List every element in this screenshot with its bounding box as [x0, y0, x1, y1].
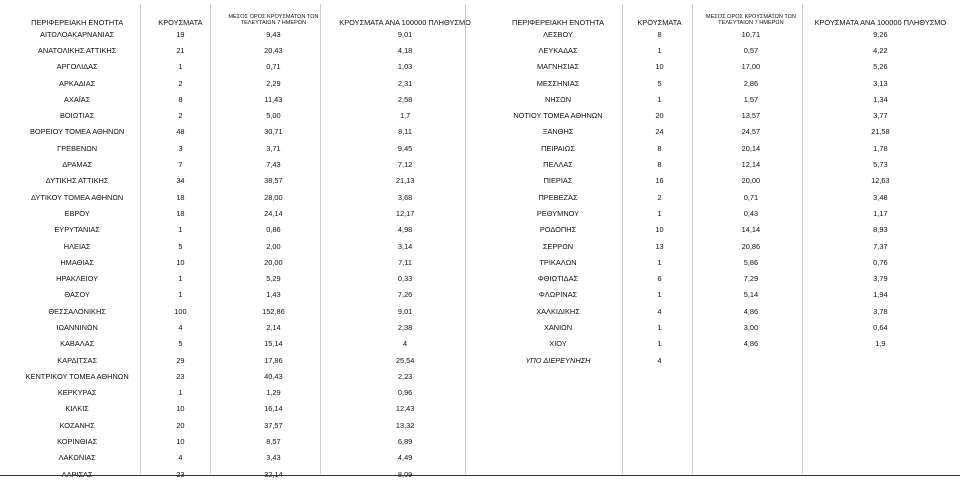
region-cell: ΠΕΛΛΑΣ: [543, 160, 573, 170]
avg7-cell: 2,29: [266, 78, 281, 88]
avg7-cell: 0,43: [743, 208, 759, 218]
avg7-cell: 38,57: [264, 176, 283, 186]
per100k-cell: 5,26: [873, 62, 888, 72]
cases-cell: 18: [176, 192, 185, 202]
header-avg7: ΜΕΣΟΣ ΟΡΟΣ ΚΡΟΥΣΜΑΤΩΝ ΤΩΝ ΤΕΛΕΥΤΑΙΩΝ 7 ΗΜΕΡΩΝ: [228, 14, 319, 26]
table-row: [492, 336, 954, 352]
per100k-cell: 7,12: [397, 160, 413, 170]
region-cell: ΗΜΑΘΙΑΣ: [60, 257, 94, 267]
cases-cell: 10: [176, 437, 185, 447]
per100k-cell: 8,11: [398, 127, 413, 137]
per100k-cell: 2,58: [397, 94, 413, 104]
region-cell: ΛΑΚΩΝΙΑΣ: [58, 453, 96, 463]
cases-cell: 4: [657, 355, 662, 365]
cases-cell: 5: [657, 78, 662, 88]
cases-cell: 10: [655, 225, 664, 235]
region-cell: ΚΕΝΤΡΙΚΟΥ ΤΟΜΕΑ ΑΘΗΝΩΝ: [25, 371, 129, 381]
table-row: [10, 336, 480, 352]
region-cell: ΚΟΖΑΝΗΣ: [59, 420, 95, 430]
region-cell: ΜΑΓΝΗΣΙΑΣ: [537, 62, 579, 72]
region-cell: ΚΑΒΑΛΑΣ: [60, 339, 95, 349]
avg7-cell: 20,14: [741, 143, 761, 153]
cases-cell: 1: [657, 339, 662, 349]
per100k-cell: 12,43: [395, 404, 415, 414]
per100k-cell: 4: [403, 339, 408, 349]
per100k-cell: 3,13: [873, 78, 888, 88]
region-cell: ΠΕΙΡΑΙΩΣ: [541, 143, 575, 153]
region-cell: ΛΑΡΙΣΑΣ: [61, 469, 93, 479]
avg7-cell: 40,43: [264, 371, 283, 381]
per100k-cell: 3,14: [397, 241, 413, 251]
cases-cell: 2: [178, 111, 183, 121]
table-row: [10, 107, 480, 123]
per100k-cell: 1,9: [875, 339, 886, 349]
avg7-cell: 20,86: [741, 241, 761, 251]
page-bottom-rule: [0, 475, 960, 476]
per100k-cell: 25,54: [395, 355, 415, 365]
per100k-cell: 9,01: [397, 306, 413, 316]
cases-cell: 5: [178, 339, 183, 349]
table-row: [10, 189, 480, 205]
cases-cell: 6: [657, 274, 662, 284]
avg7-cell: 17,86: [264, 355, 283, 365]
cases-cell: 23: [176, 371, 185, 381]
avg7-cell: 9,43: [266, 29, 281, 39]
avg7-cell: [695, 352, 807, 368]
table-row: [492, 140, 954, 156]
per100k-cell: 3,48: [873, 192, 888, 202]
region-cell: ΦΘΙΩΤΙΔΑΣ: [537, 274, 579, 284]
avg7-cell: 12,14: [741, 160, 761, 170]
table-row: [492, 26, 954, 42]
region-cell: ΛΕΣΒΟΥ: [543, 29, 573, 39]
avg7-cell: 4,86: [743, 339, 759, 349]
cases-cell: 1: [657, 290, 662, 300]
cases-cell: 5: [178, 241, 183, 251]
column-divider: [465, 4, 466, 474]
region-cell: ΧΙΟΥ: [549, 339, 567, 349]
region-cell: ΑΝΑΤΟΛΙΚΗΣ ΑΤΤΙΚΗΣ: [37, 45, 117, 55]
avg7-cell: 20,00: [741, 176, 761, 186]
cases-cell: 1: [178, 290, 183, 300]
table-row: [492, 222, 954, 238]
cases-cell: 21: [176, 45, 185, 55]
table-row: [10, 140, 480, 156]
region-cell: ΒΟΙΩΤΙΑΣ: [59, 111, 95, 121]
table-row: [10, 59, 480, 75]
table-row: [10, 173, 480, 189]
table-row: [10, 417, 480, 433]
per100k-cell: 6,89: [397, 437, 413, 447]
avg7-cell: 10,71: [741, 29, 761, 39]
header-avg7: ΜΕΣΟΣ ΟΡΟΣ ΚΡΟΥΣΜΑΤΩΝ ΤΩΝ ΤΕΛΕΥΤΑΙΩΝ 7 ΗΜΕΡΩΝ: [705, 14, 796, 26]
avg7-cell: 15,14: [264, 339, 283, 349]
per100k-cell: 7,37: [873, 241, 888, 251]
cases-cell: 1: [657, 322, 662, 332]
table-row: [10, 91, 480, 107]
per100k-cell: 1,7: [399, 111, 411, 121]
avg7-cell: 0,57: [743, 45, 759, 55]
table-row: [10, 26, 480, 42]
table-row: [10, 401, 480, 417]
per100k-cell: 4,22: [873, 45, 888, 55]
region-cell: ΦΛΩΡΙΝΑΣ: [538, 290, 578, 300]
per100k-cell: 3,79: [873, 274, 888, 284]
header-per100k: ΚΡΟΥΣΜΑΤΑ ΑΝΑ 100000 ΠΛΗΘΥΣΜΟ: [814, 18, 947, 27]
cases-cell: 10: [655, 62, 664, 72]
region-cell: ΒΟΡΕΙΟΥ ΤΟΜΕΑ ΑΘΗΝΩΝ: [30, 127, 125, 137]
avg7-cell: 1,57: [743, 94, 759, 104]
cases-cell: 4: [178, 453, 183, 463]
header-per100k: ΚΡΟΥΣΜΑΤΑ ΑΝΑ 100000 ΠΛΗΘΥΣΜΟ: [339, 18, 471, 27]
avg7-cell: 24,14: [264, 208, 283, 218]
region-cell: ΛΕΥΚΑΔΑΣ: [538, 45, 578, 55]
cases-cell: 1: [657, 257, 662, 267]
avg7-cell: 5,14: [743, 290, 759, 300]
table-row: [10, 42, 480, 58]
avg7-cell: 0,71: [743, 192, 759, 202]
avg7-cell: 16,14: [264, 404, 283, 414]
region-cell: ΚΟΡΙΝΘΙΑΣ: [57, 437, 98, 447]
cases-cell: 24: [655, 127, 664, 137]
table-row: [10, 385, 480, 401]
region-cell: ΡΟΔΟΠΗΣ: [539, 225, 577, 235]
cases-cell: 1: [657, 94, 662, 104]
table-body-left: [10, 26, 480, 482]
avg7-cell: 0,71: [266, 62, 281, 72]
avg7-cell: 0,86: [266, 225, 281, 235]
cases-cell: 1: [178, 388, 183, 398]
per100k-cell: 1,94: [873, 290, 888, 300]
avg7-cell: 7,43: [266, 160, 281, 170]
cases-cell: 1: [178, 225, 183, 235]
header-cases: ΚΡΟΥΣΜΑΤΑ: [637, 18, 682, 27]
per100k-cell: 1,17: [873, 208, 888, 218]
per100k-cell: 21,13: [395, 176, 415, 186]
region-cell: ΘΑΣΟΥ: [64, 290, 90, 300]
region-cell: ΑΡΚΑΔΙΑΣ: [59, 78, 96, 88]
avg7-cell: 32,14: [264, 469, 283, 479]
per100k-cell: 8,09: [397, 469, 413, 479]
column-divider: [210, 4, 211, 474]
avg7-cell: 17,00: [741, 62, 761, 72]
table-row: [492, 42, 954, 58]
per100k-cell: 4,18: [397, 45, 413, 55]
region-cell: ΚΑΡΔΙΤΣΑΣ: [57, 355, 98, 365]
region-cell: ΗΛΕΙΑΣ: [63, 241, 91, 251]
table-header-row: [492, 4, 954, 26]
region-cell: ΓΡΕΒΕΝΩΝ: [57, 143, 98, 153]
cases-cell: 8: [657, 160, 662, 170]
per100k-cell: 2,31: [397, 78, 413, 88]
table-row: [492, 124, 954, 140]
table-row: [492, 303, 954, 319]
table-row: [492, 287, 954, 303]
per100k-cell: 3,68: [397, 192, 413, 202]
avg7-cell: 152,86: [262, 306, 285, 316]
per100k-cell: 5,73: [873, 160, 888, 170]
region-cell: ΠΡΕΒΕΖΑΣ: [538, 192, 578, 202]
per100k-cell: 0,64: [873, 322, 888, 332]
cases-cell: 13: [655, 241, 664, 251]
per100k-cell: 1,78: [873, 143, 888, 153]
region-cell: ΑΡΓΟΛΙΔΑΣ: [56, 62, 98, 72]
column-divider: [692, 4, 693, 474]
per100k-cell: [807, 352, 954, 368]
per100k-cell: 12,63: [871, 176, 890, 186]
per100k-cell: 0,33: [397, 274, 413, 284]
avg7-cell: 5,86: [743, 257, 759, 267]
regions-table-left: [10, 4, 480, 482]
region-cell: ΕΥΡΥΤΑΝΙΑΣ: [54, 225, 100, 235]
avg7-cell: 5,29: [266, 274, 281, 284]
per100k-cell: 4,49: [397, 453, 413, 463]
regions-table-right: [492, 4, 954, 368]
table-row: [10, 205, 480, 221]
per100k-cell: 8,93: [873, 225, 888, 235]
table-row: [10, 466, 480, 482]
table-row: [492, 189, 954, 205]
region-cell: ΔΥΤΙΚΗΣ ΑΤΤΙΚΗΣ: [45, 176, 109, 186]
per100k-cell: 21,58: [871, 127, 890, 137]
per100k-cell: 12,17: [395, 208, 415, 218]
avg7-cell: 24,57: [741, 127, 761, 137]
table-row: [10, 75, 480, 91]
header-cases: ΚΡΟΥΣΜΑΤΑ: [158, 18, 203, 27]
cases-cell: 2: [657, 192, 662, 202]
region-cell: ΝΗΣΩΝ: [544, 94, 572, 104]
avg7-cell: 8,57: [266, 437, 281, 447]
avg7-cell: 3,71: [266, 143, 281, 153]
region-cell: ΙΩΑΝΝΙΝΩΝ: [56, 322, 98, 332]
avg7-cell: 11,43: [264, 94, 283, 104]
table-row: [492, 254, 954, 270]
cases-cell: 8: [657, 143, 662, 153]
cases-cell: 2: [178, 78, 183, 88]
cases-cell: 34: [176, 176, 185, 186]
avg7-cell: 1,29: [266, 388, 281, 398]
per100k-cell: 4,98: [397, 225, 413, 235]
table-row: [10, 254, 480, 270]
table-header-row: [10, 4, 480, 26]
table-row: [492, 270, 954, 286]
cases-cell: 1: [178, 274, 183, 284]
per100k-cell: 9,01: [397, 29, 413, 39]
region-cell: ΔΥΤΙΚΟΥ ΤΟΜΕΑ ΑΘΗΝΩΝ: [31, 192, 124, 202]
region-cell: ΞΑΝΘΗΣ: [542, 127, 574, 137]
region-cell: ΔΡΑΜΑΣ: [62, 160, 93, 170]
avg7-cell: 2,00: [266, 241, 281, 251]
table-row: [492, 59, 954, 75]
per100k-cell: 13,32: [395, 420, 415, 430]
region-cell: ΑΧΑΪΑΣ: [63, 94, 91, 104]
cases-cell: 18: [176, 208, 185, 218]
table-row: [10, 222, 480, 238]
per100k-cell: 3,77: [873, 111, 888, 121]
avg7-cell: 3,43: [266, 453, 281, 463]
per100k-cell: 0,76: [873, 257, 888, 267]
table-row: [492, 238, 954, 254]
avg7-cell: 14,14: [741, 225, 761, 235]
avg7-cell: 28,00: [264, 192, 283, 202]
avg7-cell: 2,14: [266, 322, 281, 332]
table-row: [10, 270, 480, 286]
region-cell: ΕΒΡΟΥ: [64, 208, 90, 218]
per100k-cell: 2,38: [397, 322, 413, 332]
column-divider: [802, 4, 803, 474]
region-cell: ΚΙΛΚΙΣ: [65, 404, 89, 414]
cases-cell: 20: [655, 111, 664, 121]
cases-cell: 100: [174, 306, 187, 316]
avg7-cell: 13,57: [741, 111, 761, 121]
per100k-cell: 1,34: [873, 94, 888, 104]
cases-cell: 4: [657, 306, 662, 316]
table-row: [492, 107, 954, 123]
region-cell: ΠΙΕΡΙΑΣ: [543, 176, 573, 186]
per100k-cell: 9,26: [873, 29, 888, 39]
table-row: [10, 450, 480, 466]
region-cell: ΧΑΛΚΙΔΙΚΗΣ: [536, 306, 580, 316]
header-region: ΠΕΡΙΦΕΡΕΙΑΚΗ ΕΝΟΤΗΤΑ: [512, 18, 604, 27]
per100k-cell: 7,11: [398, 257, 413, 267]
avg7-cell: 30,71: [264, 127, 283, 137]
avg7-cell: 2,86: [743, 78, 759, 88]
table-row: [10, 124, 480, 140]
region-cell: ΘΕΣΣΑΛΟΝΙΚΗΣ: [48, 306, 106, 316]
column-divider: [320, 4, 321, 474]
per100k-cell: 0,96: [397, 388, 413, 398]
region-cell: ΤΡΙΚΑΛΩΝ: [539, 257, 577, 267]
avg7-cell: 7,29: [743, 274, 759, 284]
table-row: [492, 173, 954, 189]
region-cell: ΡΕΘΥΜΝΟΥ: [536, 208, 580, 218]
per100k-cell: 9,45: [397, 143, 413, 153]
table-row: [492, 91, 954, 107]
avg7-cell: 20,00: [264, 257, 283, 267]
per100k-cell: 1,03: [397, 62, 413, 72]
table-row: [10, 287, 480, 303]
table-row: [10, 156, 480, 172]
avg7-cell: 4,86: [743, 306, 759, 316]
region-cell: ΣΕΡΡΩΝ: [542, 241, 574, 251]
table-row: [492, 319, 954, 335]
cases-cell: 23: [176, 469, 185, 479]
cases-cell: 1: [657, 208, 662, 218]
table-body-right: [492, 26, 954, 368]
avg7-cell: 5,00: [266, 111, 281, 121]
cases-cell: 20: [176, 420, 185, 430]
table-row: [492, 75, 954, 91]
table-row: [492, 352, 954, 368]
table-row: [10, 352, 480, 368]
region-cell: ΚΕΡΚΥΡΑΣ: [57, 388, 97, 398]
region-cell: ΝΟΤΙΟΥ ΤΟΜΕΑ ΑΘΗΝΩΝ: [513, 111, 603, 121]
region-cell: ΗΡΑΚΛΕΙΟΥ: [56, 274, 99, 284]
column-divider: [140, 4, 141, 474]
avg7-cell: 3,00: [743, 322, 759, 332]
cases-cell: 10: [176, 257, 185, 267]
cases-cell: 8: [178, 94, 183, 104]
region-cell: ΜΕΣΣΗΝΙΑΣ: [536, 78, 580, 88]
avg7-cell: 20,43: [264, 45, 283, 55]
cases-cell: 7: [178, 160, 183, 170]
region-cell: ΥΠΟ ΔΙΕΡΕΥΝΗΣΗ: [525, 355, 591, 365]
table-row: [10, 319, 480, 335]
cases-cell: 19: [176, 29, 185, 39]
per100k-cell: 3,78: [873, 306, 888, 316]
cases-cell: 16: [655, 176, 664, 186]
cases-cell: 10: [176, 404, 185, 414]
table-row: [492, 205, 954, 221]
cases-cell: 1: [657, 45, 662, 55]
avg7-cell: 37,57: [264, 420, 283, 430]
avg7-cell: 1,43: [266, 290, 281, 300]
region-cell: ΑΙΤΩΛΟΑΚΑΡΝΑΝΙΑΣ: [40, 29, 115, 39]
table-row: [10, 368, 480, 384]
table-row: [10, 238, 480, 254]
cases-cell: 29: [176, 355, 185, 365]
table-row: [10, 303, 480, 319]
table-row: [492, 156, 954, 172]
cases-cell: 48: [176, 127, 185, 137]
cases-cell: 1: [178, 62, 183, 72]
cases-cell: 3: [178, 143, 183, 153]
table-row: [10, 433, 480, 449]
region-cell: ΧΑΝΙΩΝ: [543, 322, 573, 332]
cases-cell: 4: [178, 322, 183, 332]
column-divider: [622, 4, 623, 474]
per100k-cell: 2,23: [397, 371, 413, 381]
header-region: ΠΕΡΙΦΕΡΕΙΑΚΗ ΕΝΟΤΗΤΑ: [31, 18, 124, 27]
per100k-cell: 7,26: [397, 290, 413, 300]
cases-cell: 8: [657, 29, 662, 39]
